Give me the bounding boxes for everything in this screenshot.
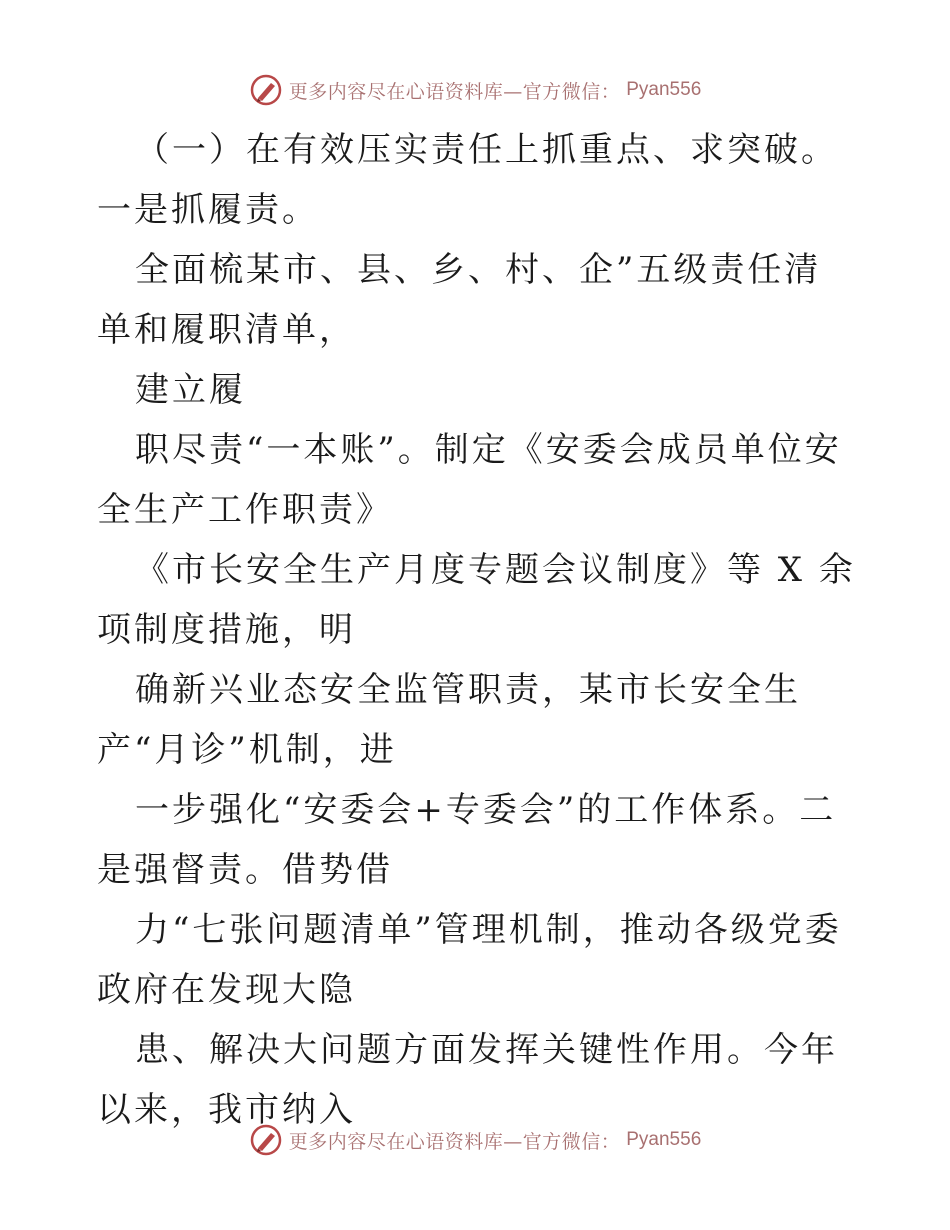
watermark-text: 更多内容尽在心语资料库—官方微信： (288, 1130, 621, 1153)
pen-logo-icon (249, 73, 283, 107)
paragraph: 确新兴业态安全监管职责，某市长安全生产“月诊”机制，进 (97, 670, 801, 770)
footer-watermark (0, 1120, 950, 1160)
paragraph: （一）在有效压实责任上抓重点、求突破。一是抓履责。 (97, 130, 838, 230)
paragraph: 《市长安全生产月度专题会议制度》等 X 余项制度措施，明 (97, 550, 856, 650)
watermark-wechat-id: Pyan556 (626, 79, 702, 100)
paragraph: 力“七张问题清单”管理机制，推动各级党委政府在发现大隐 (97, 910, 842, 1010)
paragraph: 患、解决大问题方面发挥关键性作用。今年以来，我市纳入 (97, 1030, 838, 1130)
paragraph: 建立履 (135, 370, 246, 410)
document-body (97, 120, 857, 1140)
paragraph: 一步强化“安委会+专委会”的工作体系。二是强督责。借势借 (97, 790, 837, 890)
watermark-text: 更多内容尽在心语资料库—官方微信： (288, 80, 621, 103)
paragraph: 全面梳某市、县、乡、村、企”五级责任清单和履职清单， (97, 250, 822, 350)
watermark-wechat-id: Pyan556 (626, 1129, 702, 1150)
paragraph: 职尽责“一本账”。制定《安委会成员单位安全生产工作职责》 (97, 430, 842, 530)
pen-logo-icon (249, 1123, 283, 1157)
header-watermark (0, 70, 950, 110)
